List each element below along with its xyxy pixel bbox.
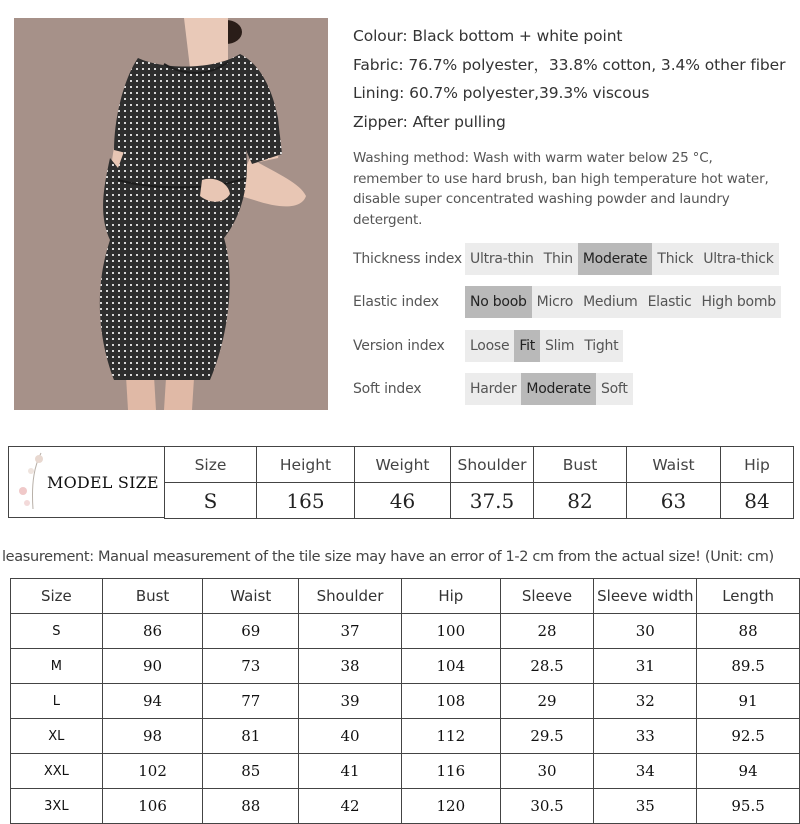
size-cell: 39	[299, 684, 402, 719]
index-option: High bomb	[697, 286, 781, 318]
size-header-cell: Shoulder	[299, 579, 402, 614]
index-label: Elastic index	[353, 294, 439, 310]
size-cell: 90	[102, 649, 203, 684]
index-options	[465, 286, 781, 318]
flower-icon	[13, 451, 47, 513]
size-cell: 106	[102, 789, 203, 824]
size-cell: 120	[401, 789, 500, 824]
size-cell: 28	[500, 614, 594, 649]
product-photo	[14, 18, 328, 410]
size-cell: 88	[203, 789, 299, 824]
size-cell: 41	[299, 754, 402, 789]
size-cell: 91	[697, 684, 800, 719]
size-cell: 104	[401, 649, 500, 684]
thickness-index-row	[353, 243, 774, 275]
size-cell: 94	[697, 754, 800, 789]
size-cell: L	[11, 684, 103, 719]
model-value-cell: 165	[257, 483, 355, 519]
size-cell: 37	[299, 614, 402, 649]
index-label: Version index	[353, 338, 445, 354]
model-header-cell: Height	[257, 447, 355, 483]
dress-illustration	[14, 18, 328, 410]
size-cell: 73	[203, 649, 299, 684]
index-label: Thickness index	[353, 251, 462, 267]
washing-method: Washing method: Wash with warm water below 25 °C, remember to use hard brush, ban high temperature hot water, disable super concentrated washing powder and laundry detergent.	[353, 150, 769, 228]
size-cell: 31	[594, 649, 697, 684]
size-cell: XXL	[11, 754, 103, 789]
size-cell: 86	[102, 614, 203, 649]
size-cell: S	[11, 614, 103, 649]
size-cell: 95.5	[697, 789, 800, 824]
index-option: Ultra-thin	[465, 243, 539, 275]
size-cell: 35	[594, 789, 697, 824]
size-cell: 69	[203, 614, 299, 649]
size-cell: 30.5	[500, 789, 594, 824]
size-cell: 38	[299, 649, 402, 684]
model-header-cell: Size	[165, 447, 257, 483]
model-value-cell: 84	[721, 483, 794, 519]
size-cell: 30	[500, 754, 594, 789]
size-header-cell: Sleeve	[500, 579, 594, 614]
index-option: Ultra-thick	[698, 243, 778, 275]
size-cell: 100	[401, 614, 500, 649]
size-cell: M	[11, 649, 103, 684]
size-header-row	[11, 579, 800, 614]
model-header-cell: Weight	[355, 447, 451, 483]
model-header-row	[165, 447, 794, 483]
index-option-selected: Fit	[514, 330, 540, 362]
size-row-3xl	[11, 789, 800, 824]
index-option: Loose	[465, 330, 514, 362]
spec-fabric: Fabric: 76.7% polyester，33.8% cotton, 3.4% other fiber	[353, 55, 786, 74]
size-cell: 29	[500, 684, 594, 719]
size-cell: 77	[203, 684, 299, 719]
index-option-selected: Moderate	[578, 243, 653, 275]
size-cell: 108	[401, 684, 500, 719]
model-header-cell: Bust	[534, 447, 627, 483]
size-cell: 42	[299, 789, 402, 824]
size-row-l	[11, 684, 800, 719]
model-header-cell: Hip	[721, 447, 794, 483]
size-row-xxl	[11, 754, 800, 789]
size-cell: 116	[401, 754, 500, 789]
model-value-cell: S	[165, 483, 257, 519]
size-cell: 30	[594, 614, 697, 649]
index-options	[465, 243, 779, 275]
size-cell: 92.5	[697, 719, 800, 754]
version-index-row	[353, 330, 619, 362]
model-header-cell: Shoulder	[451, 447, 534, 483]
model-value-cell: 37.5	[451, 483, 534, 519]
measurement-note: leasurement: Manual measurement of the tile size may have an error of 1-2 cm from the actual size! (Unit: cm)	[2, 549, 774, 565]
soft-index-row	[353, 373, 628, 405]
size-chart-table	[10, 578, 800, 824]
size-header-cell: Length	[697, 579, 800, 614]
size-row-m	[11, 649, 800, 684]
elastic-index-row	[353, 286, 776, 318]
spec-zipper: Zipper: After pulling	[353, 112, 506, 131]
size-header-cell: Bust	[102, 579, 203, 614]
model-value-cell: 46	[355, 483, 451, 519]
size-cell: 94	[102, 684, 203, 719]
size-header-cell: Waist	[203, 579, 299, 614]
index-options	[465, 373, 633, 405]
spec-colour: Colour: Black bottom + white point	[353, 27, 623, 45]
size-cell: 102	[102, 754, 203, 789]
size-cell: 98	[102, 719, 203, 754]
index-options	[465, 330, 623, 362]
size-row-xl	[11, 719, 800, 754]
size-header-cell: Hip	[401, 579, 500, 614]
spec-lining: Lining: 60.7% polyester,39.3% viscous	[353, 84, 650, 102]
size-cell: 29.5	[500, 719, 594, 754]
model-value-cell: 82	[534, 483, 627, 519]
model-size-box	[8, 446, 164, 518]
index-option: Harder	[465, 373, 521, 405]
index-option: Elastic	[643, 286, 697, 318]
model-header-cell: Waist	[627, 447, 721, 483]
size-cell: 112	[401, 719, 500, 754]
model-size-title: MODEL SIZE	[47, 473, 159, 492]
size-cell: 32	[594, 684, 697, 719]
size-cell: 3XL	[11, 789, 103, 824]
index-option-selected: Moderate	[521, 373, 596, 405]
index-option: Medium	[578, 286, 642, 318]
index-option: Thick	[652, 243, 698, 275]
size-header-cell: Size	[11, 579, 103, 614]
size-cell: 33	[594, 719, 697, 754]
size-cell: 85	[203, 754, 299, 789]
size-cell: 88	[697, 614, 800, 649]
index-option-selected: No boob	[465, 286, 532, 318]
size-cell: 89.5	[697, 649, 800, 684]
model-value-cell: 63	[627, 483, 721, 519]
size-cell: 40	[299, 719, 402, 754]
index-option: Soft	[596, 373, 633, 405]
size-cell: 28.5	[500, 649, 594, 684]
model-value-row	[165, 483, 794, 519]
spec-section	[353, 24, 798, 230]
size-cell: 81	[203, 719, 299, 754]
index-option: Slim	[540, 330, 579, 362]
index-option: Tight	[579, 330, 623, 362]
size-cell: 34	[594, 754, 697, 789]
index-label: Soft index	[353, 381, 422, 397]
index-option: Thin	[539, 243, 578, 275]
index-option: Micro	[532, 286, 578, 318]
size-row-s	[11, 614, 800, 649]
size-header-cell: Sleeve width	[594, 579, 697, 614]
size-cell: XL	[11, 719, 103, 754]
model-size-table	[164, 446, 794, 519]
